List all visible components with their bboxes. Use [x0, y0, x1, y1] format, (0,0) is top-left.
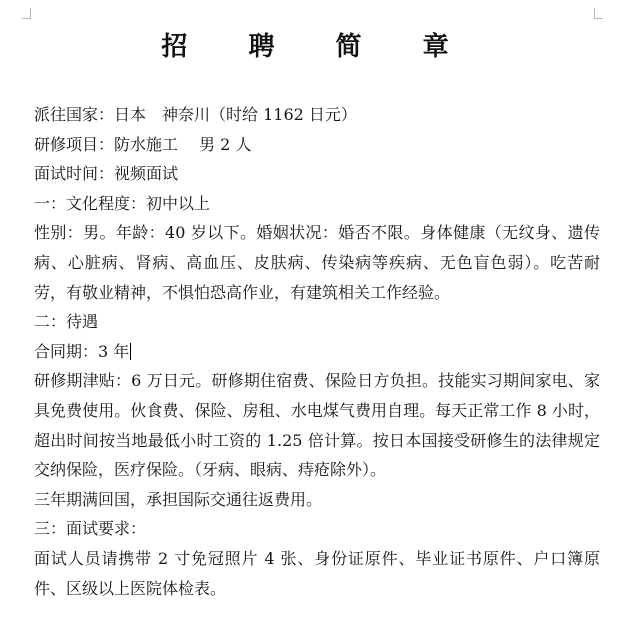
contract-period-line: [34, 337, 600, 367]
treatment-heading: 二：待遇: [34, 312, 99, 332]
requirements-paragraph: 性别：男。年龄：40 岁以下。婚姻状况：婚否不限。身体健康（无纹身、遗传病、心脏病、肾病、高血压、皮肤病、传染病等疾病、无色盲色弱）。吃苦耐劳，有敬业精神，不惧怕恐高作业，有建筑相关工作经验。: [34, 223, 600, 302]
return-fee-line: 三年期满回国，承担国际交通往返费用。: [34, 489, 323, 509]
text-cursor: [130, 343, 131, 360]
project-line: 研修项目：防水施工 男 2 人: [34, 134, 252, 154]
page-corner-mark-left: [22, 8, 31, 19]
interview-time-line: 面试时间：视频面试: [34, 164, 179, 184]
interview-requirements-paragraph: 面试人员请携带 2 寸免冠照片 4 张、身份证原件、毕业证书原件、户口簿原件、区级以上医院体检表。: [34, 548, 600, 598]
education-line: 一：文化程度：初中以上: [34, 193, 211, 213]
country-line: 派往国家：日本 神奈川（时给 1162 日元）: [34, 105, 357, 124]
allowance-paragraph: 研修期津贴：6 万日元。研修期住宿费、保险日方负担。技能实习期间家电、家具免费使用。伙食费、保险、房租、水电煤气费用自理。每天正常工作 8 小时，超出时间按当地最低小时工资的 1.25 倍计算。按日本国接受研修生的法律规定交纳保险，医疗保险。（牙病、眼病、痔疮除外）。: [34, 371, 600, 480]
interview-requirements-heading: 三：面试要求：: [34, 519, 147, 539]
contract-period-text: 合同期：3 年: [34, 341, 130, 361]
document-body[interactable]: [34, 100, 600, 603]
page-corner-mark-right: [594, 8, 603, 19]
document-title: 招 聘 简 章: [161, 32, 475, 62]
